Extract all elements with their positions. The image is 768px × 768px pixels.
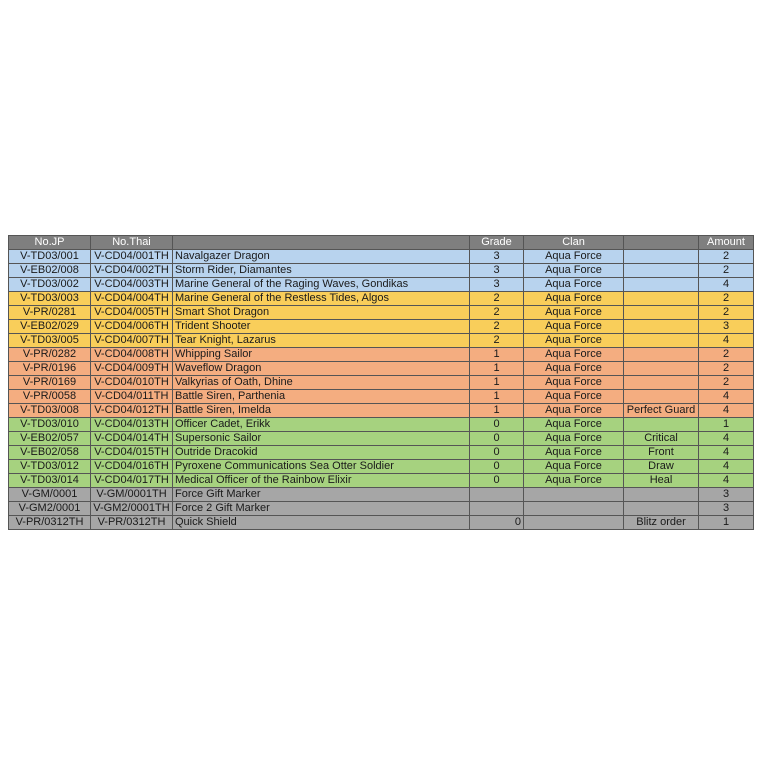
table-row bbox=[9, 460, 754, 474]
cell-no-thai: V-CD04/003TH bbox=[91, 278, 173, 292]
cell-no-jp: V-TD03/005 bbox=[9, 334, 91, 348]
cell-no-jp: V-EB02/008 bbox=[9, 264, 91, 278]
cell-card-name: Valkyrias of Oath, Dhine bbox=[173, 376, 470, 390]
table-row bbox=[9, 432, 754, 446]
cell-clan: Aqua Force bbox=[524, 348, 624, 362]
cell-no-jp: V-TD03/014 bbox=[9, 474, 91, 488]
cell-clan: Aqua Force bbox=[524, 320, 624, 334]
cell-no-jp: V-PR/0281 bbox=[9, 306, 91, 320]
cell-card-name: Smart Shot Dragon bbox=[173, 306, 470, 320]
cell-skill bbox=[624, 502, 699, 516]
cell-no-jp: V-TD03/008 bbox=[9, 404, 91, 418]
cell-clan bbox=[524, 516, 624, 530]
cell-card-name: Force Gift Marker bbox=[173, 488, 470, 502]
cell-skill bbox=[624, 376, 699, 390]
cell-card-name: Storm Rider, Diamantes bbox=[173, 264, 470, 278]
cell-no-thai: V-GM/0001TH bbox=[91, 488, 173, 502]
cell-no-thai: V-CD04/007TH bbox=[91, 334, 173, 348]
cell-skill: Heal bbox=[624, 474, 699, 488]
cell-amount: 4 bbox=[699, 278, 754, 292]
cell-grade: 1 bbox=[470, 362, 524, 376]
cell-amount: 4 bbox=[699, 404, 754, 418]
col-header-no-jp: No.JP bbox=[9, 236, 91, 250]
cell-clan bbox=[524, 502, 624, 516]
cell-amount: 4 bbox=[699, 446, 754, 460]
cell-skill: Blitz order bbox=[624, 516, 699, 530]
table-row bbox=[9, 362, 754, 376]
cell-grade: 2 bbox=[470, 292, 524, 306]
cell-grade: 0 bbox=[470, 460, 524, 474]
cell-grade: 3 bbox=[470, 264, 524, 278]
cell-no-thai: V-CD04/006TH bbox=[91, 320, 173, 334]
cell-amount: 2 bbox=[699, 348, 754, 362]
cell-clan: Aqua Force bbox=[524, 250, 624, 264]
cell-amount: 3 bbox=[699, 488, 754, 502]
cell-clan: Aqua Force bbox=[524, 306, 624, 320]
cell-amount: 3 bbox=[699, 320, 754, 334]
cell-no-thai: V-CD04/015TH bbox=[91, 446, 173, 460]
col-header-grade: Grade bbox=[470, 236, 524, 250]
cell-card-name: Trident Shooter bbox=[173, 320, 470, 334]
cell-amount: 4 bbox=[699, 432, 754, 446]
cell-card-name: Officer Cadet, Erikk bbox=[173, 418, 470, 432]
table-row bbox=[9, 404, 754, 418]
cell-no-jp: V-TD03/001 bbox=[9, 250, 91, 264]
cell-card-name: Marine General of the Raging Waves, Gondikas bbox=[173, 278, 470, 292]
table-row bbox=[9, 516, 754, 530]
cell-skill: Perfect Guard bbox=[624, 404, 699, 418]
cell-grade bbox=[470, 488, 524, 502]
table-row bbox=[9, 488, 754, 502]
cell-skill: Critical bbox=[624, 432, 699, 446]
deck-list-table bbox=[8, 235, 754, 530]
cell-no-thai: V-CD04/005TH bbox=[91, 306, 173, 320]
table-row bbox=[9, 502, 754, 516]
cell-amount: 2 bbox=[699, 292, 754, 306]
cell-grade: 2 bbox=[470, 320, 524, 334]
cell-card-name: Tear Knight, Lazarus bbox=[173, 334, 470, 348]
cell-clan: Aqua Force bbox=[524, 334, 624, 348]
cell-amount: 4 bbox=[699, 390, 754, 404]
col-header-card-name bbox=[173, 236, 470, 250]
cell-skill bbox=[624, 418, 699, 432]
cell-clan bbox=[524, 488, 624, 502]
cell-grade: 1 bbox=[470, 404, 524, 418]
cell-no-jp: V-EB02/057 bbox=[9, 432, 91, 446]
cell-no-thai: V-CD04/010TH bbox=[91, 376, 173, 390]
cell-skill: Front bbox=[624, 446, 699, 460]
cell-clan: Aqua Force bbox=[524, 404, 624, 418]
table-row bbox=[9, 474, 754, 488]
cell-no-thai: V-CD04/011TH bbox=[91, 390, 173, 404]
cell-no-thai: V-CD04/001TH bbox=[91, 250, 173, 264]
col-header-skill bbox=[624, 236, 699, 250]
cell-amount: 4 bbox=[699, 474, 754, 488]
cell-no-jp: V-GM2/0001 bbox=[9, 502, 91, 516]
cell-amount: 1 bbox=[699, 418, 754, 432]
cell-skill bbox=[624, 306, 699, 320]
cell-grade: 1 bbox=[470, 376, 524, 390]
cell-card-name: Marine General of the Restless Tides, Algos bbox=[173, 292, 470, 306]
cell-card-name: Waveflow Dragon bbox=[173, 362, 470, 376]
cell-no-jp: V-PR/0312TH bbox=[9, 516, 91, 530]
cell-card-name: Navalgazer Dragon bbox=[173, 250, 470, 264]
cell-no-jp: V-TD03/012 bbox=[9, 460, 91, 474]
cell-no-thai: V-GM2/0001TH bbox=[91, 502, 173, 516]
cell-card-name: Force 2 Gift Marker bbox=[173, 502, 470, 516]
cell-skill bbox=[624, 292, 699, 306]
cell-no-jp: V-PR/0196 bbox=[9, 362, 91, 376]
cell-no-thai: V-CD04/014TH bbox=[91, 432, 173, 446]
cell-no-thai: V-CD04/016TH bbox=[91, 460, 173, 474]
cell-grade: 0 bbox=[470, 418, 524, 432]
cell-grade: 0 bbox=[470, 516, 524, 530]
cell-no-jp: V-TD03/002 bbox=[9, 278, 91, 292]
cell-clan: Aqua Force bbox=[524, 474, 624, 488]
table-row bbox=[9, 418, 754, 432]
col-header-amount: Amount bbox=[699, 236, 754, 250]
cell-card-name: Whipping Sailor bbox=[173, 348, 470, 362]
cell-grade: 0 bbox=[470, 446, 524, 460]
table-row bbox=[9, 348, 754, 362]
cell-no-thai: V-PR/0312TH bbox=[91, 516, 173, 530]
cell-skill bbox=[624, 488, 699, 502]
cell-grade: 3 bbox=[470, 278, 524, 292]
cell-no-thai: V-CD04/004TH bbox=[91, 292, 173, 306]
cell-skill bbox=[624, 334, 699, 348]
cell-no-jp: V-EB02/029 bbox=[9, 320, 91, 334]
cell-card-name: Quick Shield bbox=[173, 516, 470, 530]
cell-grade: 2 bbox=[470, 334, 524, 348]
cell-amount: 2 bbox=[699, 264, 754, 278]
cell-clan: Aqua Force bbox=[524, 292, 624, 306]
col-header-no-thai: No.Thai bbox=[91, 236, 173, 250]
cell-skill bbox=[624, 264, 699, 278]
table-row bbox=[9, 390, 754, 404]
cell-card-name: Outride Dracokid bbox=[173, 446, 470, 460]
cell-no-thai: V-CD04/002TH bbox=[91, 264, 173, 278]
cell-skill bbox=[624, 362, 699, 376]
table-row bbox=[9, 264, 754, 278]
cell-no-thai: V-CD04/008TH bbox=[91, 348, 173, 362]
cell-grade: 0 bbox=[470, 474, 524, 488]
table-body bbox=[9, 250, 754, 530]
table-row bbox=[9, 278, 754, 292]
cell-amount: 4 bbox=[699, 460, 754, 474]
cell-skill: Draw bbox=[624, 460, 699, 474]
cell-amount: 2 bbox=[699, 306, 754, 320]
cell-grade: 3 bbox=[470, 250, 524, 264]
cell-grade: 1 bbox=[470, 390, 524, 404]
cell-no-jp: V-TD03/010 bbox=[9, 418, 91, 432]
cell-amount: 2 bbox=[699, 376, 754, 390]
cell-grade bbox=[470, 502, 524, 516]
cell-no-jp: V-PR/0169 bbox=[9, 376, 91, 390]
cell-card-name: Battle Siren, Imelda bbox=[173, 404, 470, 418]
cell-amount: 2 bbox=[699, 250, 754, 264]
cell-no-jp: V-PR/0058 bbox=[9, 390, 91, 404]
table-row bbox=[9, 250, 754, 264]
cell-no-thai: V-CD04/017TH bbox=[91, 474, 173, 488]
cell-clan: Aqua Force bbox=[524, 460, 624, 474]
table-row bbox=[9, 306, 754, 320]
cell-skill bbox=[624, 278, 699, 292]
cell-clan: Aqua Force bbox=[524, 376, 624, 390]
cell-amount: 2 bbox=[699, 362, 754, 376]
cell-card-name: Pyroxene Communications Sea Otter Soldier bbox=[173, 460, 470, 474]
cell-no-jp: V-TD03/003 bbox=[9, 292, 91, 306]
table-row bbox=[9, 376, 754, 390]
cell-skill bbox=[624, 320, 699, 334]
table-row bbox=[9, 292, 754, 306]
cell-grade: 0 bbox=[470, 432, 524, 446]
cell-card-name: Battle Siren, Parthenia bbox=[173, 390, 470, 404]
cell-clan: Aqua Force bbox=[524, 278, 624, 292]
cell-amount: 1 bbox=[699, 516, 754, 530]
cell-amount: 4 bbox=[699, 334, 754, 348]
cell-clan: Aqua Force bbox=[524, 362, 624, 376]
cell-no-thai: V-CD04/013TH bbox=[91, 418, 173, 432]
cell-no-jp: V-GM/0001 bbox=[9, 488, 91, 502]
cell-grade: 2 bbox=[470, 306, 524, 320]
table-row bbox=[9, 334, 754, 348]
cell-no-thai: V-CD04/009TH bbox=[91, 362, 173, 376]
cell-card-name: Medical Officer of the Rainbow Elixir bbox=[173, 474, 470, 488]
cell-clan: Aqua Force bbox=[524, 446, 624, 460]
cell-no-thai: V-CD04/012TH bbox=[91, 404, 173, 418]
cell-no-jp: V-EB02/058 bbox=[9, 446, 91, 460]
cell-no-jp: V-PR/0282 bbox=[9, 348, 91, 362]
cell-clan: Aqua Force bbox=[524, 418, 624, 432]
cell-clan: Aqua Force bbox=[524, 432, 624, 446]
cell-card-name: Supersonic Sailor bbox=[173, 432, 470, 446]
col-header-clan: Clan bbox=[524, 236, 624, 250]
cell-grade: 1 bbox=[470, 348, 524, 362]
cell-clan: Aqua Force bbox=[524, 390, 624, 404]
cell-clan: Aqua Force bbox=[524, 264, 624, 278]
cell-skill bbox=[624, 390, 699, 404]
table-row bbox=[9, 320, 754, 334]
cell-skill bbox=[624, 250, 699, 264]
header-row bbox=[9, 236, 754, 250]
table-row bbox=[9, 446, 754, 460]
cell-amount: 3 bbox=[699, 502, 754, 516]
cell-skill bbox=[624, 348, 699, 362]
